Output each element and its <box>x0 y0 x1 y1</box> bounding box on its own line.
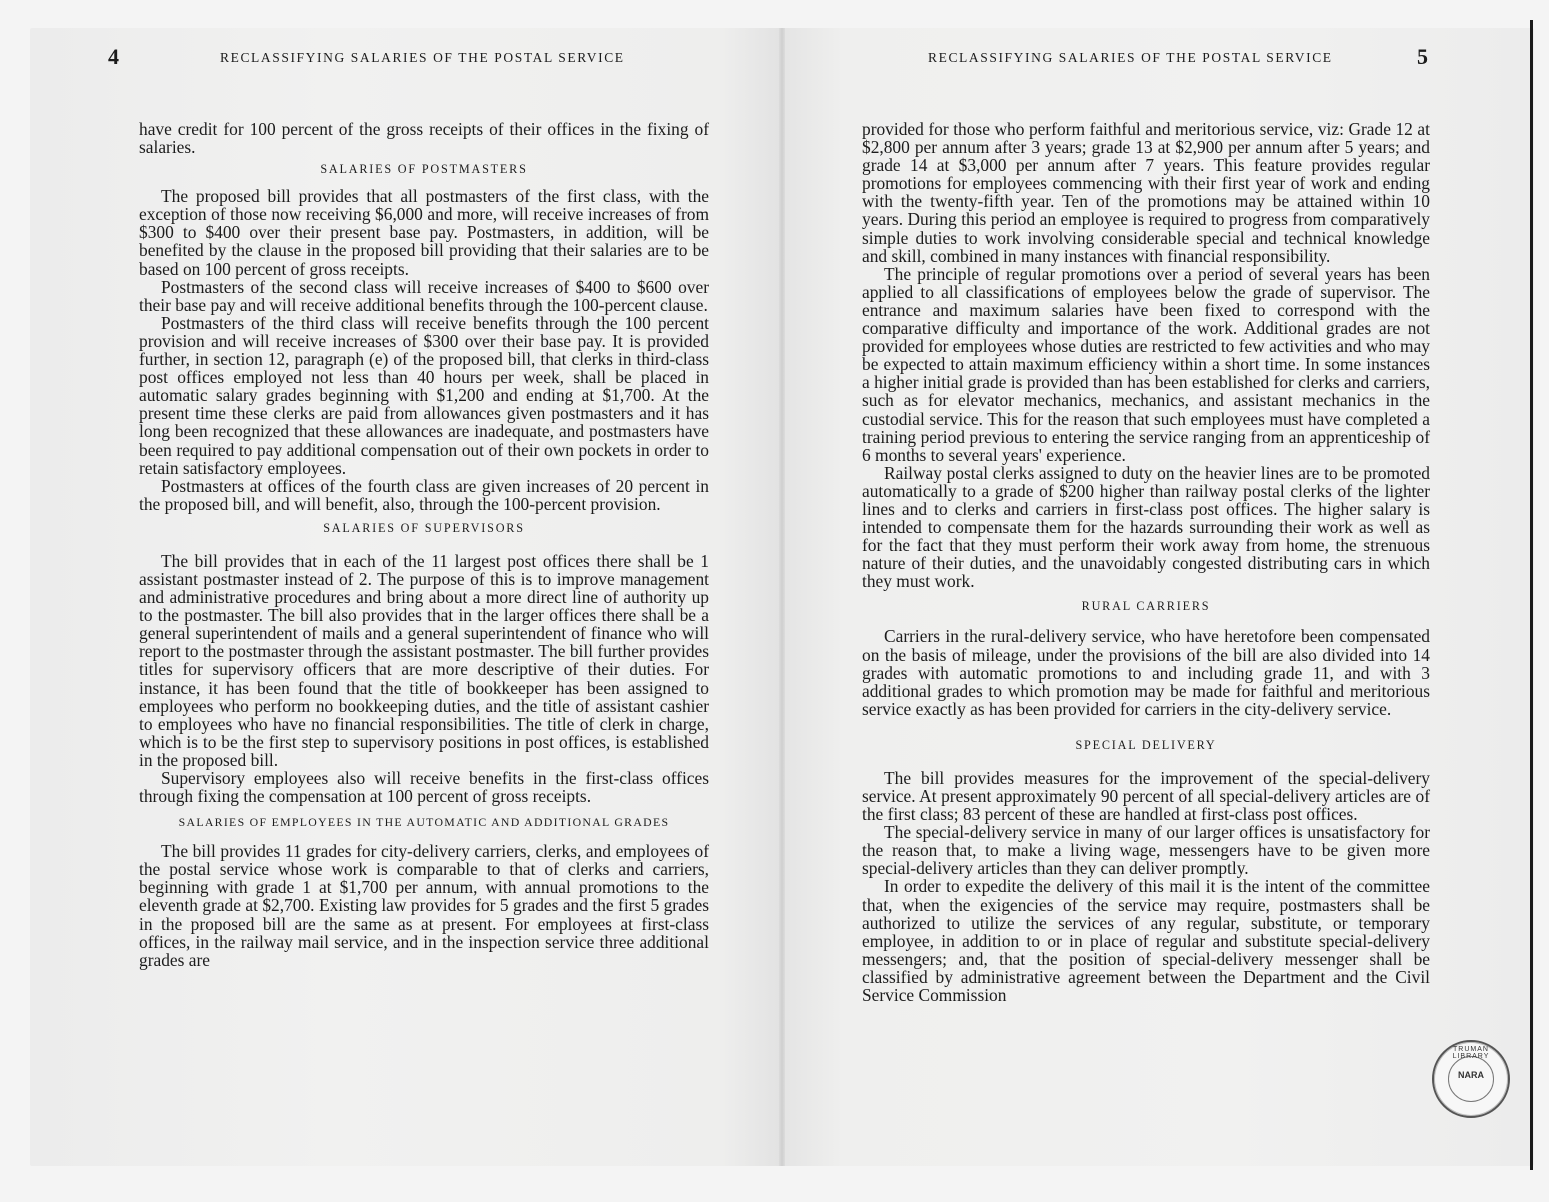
continued-paragraph: provided for those who perform faithful and meritorious service, viz: Grade 12 at $2,800 per annum after 3 years; grade 13 at $2,900 per annum after 5 years; and grade 14 at $3,000 per annum after 7 years. This feature provides regular promotions for employees commencing with their first year of work and ending with the twenty-fifth year. Ten of the promotions may be attained within 10 years. During this period an employee is required to progress from comparatively simple duties to work involving considerable special and technical knowledge and skill, combined in many instances with financial responsibility. <box>862 119 1430 266</box>
right-text-column <box>862 120 1430 1004</box>
library-stamp <box>1432 1040 1510 1118</box>
paragraph: Supervisory employees also will receive benefits in the first-class offices through fixing the compensation at 100 percent of gross receipts. <box>139 768 709 807</box>
left-page-number: 4 <box>108 44 119 69</box>
continued-paragraph: have credit for 100 percent of the gross receipts of their offices in the fixing of salaries. <box>139 119 709 158</box>
paragraph: The proposed bill provides that all postmasters of the first class, with the exception of those now receiving $6,000 and more, will receive increases of from $300 to $400 over their present base pay. Postmasters, in addition, will be benefited by the clause in the proposed bill providing that their salaries are to be based on 100 percent of gross receipts. <box>139 186 709 279</box>
paragraph: Railway postal clerks assigned to duty on the heavier lines are to be promoted automatically to a grade of $200 higher than railway postal clerks of the lighter lines and to clerks and carriers in first-class post offices. The higher salary is intended to compensate them for the hazards surrounding their work as well as for the fact that they must perform their work away from home, the strenuous nature of their duties, and the unavoidably congested distributing cars in which they must work. <box>862 462 1430 592</box>
paragraph: The special-delivery service in many of our larger offices is unsatisfactory for the reason that, to make a living wage, messengers have to be given more special-delivery articles than they can deliver promptly. <box>862 822 1430 879</box>
section-heading-special-delivery: SPECIAL DELIVERY <box>1075 737 1217 752</box>
stamp-ring-text: TRUMAN LIBRARY <box>1452 1046 1490 1060</box>
paragraph: The bill provides that in each of the 11 largest post offices there shall be 1 assistant postmaster instead of 2. The purpose of this is to improve management and administrative procedures and bring about a more direct line of authority up to the postmaster. The bill also provides that in the larger offices there shall be a general superintendent of mails and a general superintendent of finance who will report to the postmaster through the assistant postmaster. The bill further provides titles for supervisory officers that are more descriptive of their duties. For instance, it has been found that the title of bookkeeper has been assigned to employees who perform no bookkeeping duties, and the title of assistant cashier to employees who have no financial responsibilities. The title of clerk in charge, which is to be the first step to supervisory positions in post offices, is established in the proposed bill. <box>139 550 709 770</box>
book-gutter <box>779 28 785 1166</box>
paragraph: Postmasters of the second class will receive increases of $400 to $600 over their base pay and will receive additional benefits through the 100-percent clause. <box>139 276 709 315</box>
stamp-center-text: NARA <box>1458 1070 1484 1080</box>
paragraph: Postmasters at offices of the fourth class are given increases of 20 percent in the proposed bill, and will benefit, also, through the 100-percent provision. <box>139 475 709 514</box>
paragraph: In order to expedite the delivery of this mail it is the intent of the committee that, when the exigencies of the service may require, postmasters shall be authorized to utilize the services of any regular, substitute, or temporary employee, in addition to or in place of regular and substitute special-delivery messengers; and, that the position of special-delivery messenger shall be classified by administrative agreement between the Department and the Civil Service Commission <box>862 876 1430 1006</box>
paragraph: The bill provides 11 grades for city-delivery carriers, clerks, and employees of the postal service whose work is comparable to that of clerks and carriers, beginning with grade 1 at $1,700 per annum, with annual promotions to the eleventh grade at $2,700. Existing law provides for 5 grades and the first 5 grades in the proposed bill are the same as at present. For employees at first-class offices, in the railway mail service, and in the inspection service three additional grades are <box>139 841 709 970</box>
left-running-title: RECLASSIFYING SALARIES OF THE POSTAL SERVICE <box>220 50 625 65</box>
section-heading-automatic-grades: SALARIES OF EMPLOYEES IN THE AUTOMATIC AND ADDITIONAL GRADES <box>178 815 670 830</box>
left-text-column <box>139 120 709 969</box>
page-edge-shadow <box>1530 20 1533 1170</box>
right-running-title: RECLASSIFYING SALARIES OF THE POSTAL SERVICE <box>928 50 1333 65</box>
section-heading-supervisors: SALARIES OF SUPERVISORS <box>323 520 525 535</box>
section-heading-rural-carriers: RURAL CARRIERS <box>1081 599 1211 614</box>
paragraph: The principle of regular promotions over a period of several years has been applied to all classifications of employees below the grade of supervisor. The entrance and maximum salaries have been fixed to correspond with the comparative difficulty and importance of the work. Additional grades are not provided for employees whose duties are restricted to few activities and who may be expected to attain maximum efficiency within a short time. In some instances a higher initial grade is provided than has been established for clerks and carriers, such as for elevator mechanics, mechanics, and assistant mechanics in the custodial service. This for the reason that such employees must have completed a training period previous to entering the service ranging from an apprenticeship of 6 months to several years' experience. <box>862 263 1430 465</box>
paragraph: Carriers in the rural-delivery service, who have heretofore been compensated on the basis of mileage, under the provisions of the bill are also divided into 14 grades with automatic promotions to and including grade 11, and with 3 additional grades to which promotion may be made for faithful and meritorious service exactly as has been provided for carriers in the city-delivery service. <box>862 626 1430 719</box>
right-page-number: 5 <box>1417 44 1428 69</box>
paragraph: The bill provides measures for the improvement of the special-delivery service. At present approximately 90 percent of all special-delivery articles are of the first class; 83 percent of these are handled at first-class post offices. <box>862 767 1430 825</box>
paragraph: Postmasters of the third class will receive benefits through the 100 percent provision and will receive increases of $300 over their base pay. It is provided further, in section 12, paragraph (e) of the proposed bill, that clerks in third-class post offices employed not less than 40 hours per week, shall be placed in automatic salary grades beginning with $1,200 and ending at $1,700. At the present time these clerks are paid from allowances given postmasters and it has long been recognized that these allowances are inadequate, and postmasters have been required to pay additional compensation out of their own pockets in order to retain satisfactory employees. <box>139 312 709 478</box>
section-heading-postmasters: SALARIES OF POSTMASTERS <box>320 162 528 177</box>
